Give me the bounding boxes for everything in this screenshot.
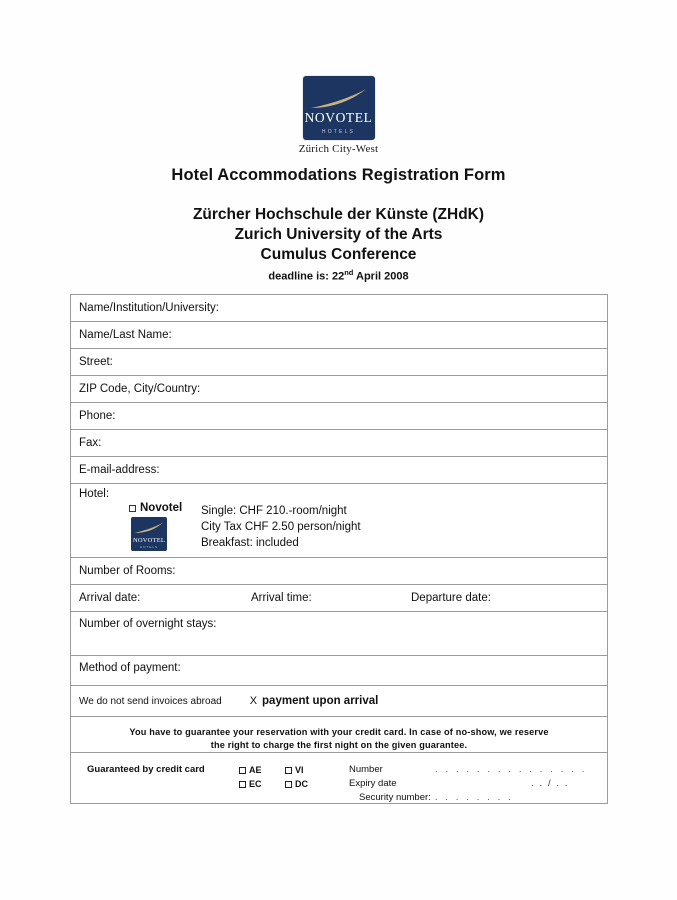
payment-upon-arrival-label: payment upon arrival bbox=[262, 695, 379, 707]
mini-logo-wordmark: NOVOTEL bbox=[132, 537, 166, 544]
label-guaranteed-by-credit-card: Guaranteed by credit card bbox=[87, 764, 205, 775]
label-fax: Fax: bbox=[79, 437, 102, 449]
field-row-method-of-payment[interactable] bbox=[71, 656, 607, 686]
checkbox-icon-ec[interactable] bbox=[239, 781, 246, 788]
deadline-text bbox=[0, 268, 677, 283]
field-row-street[interactable] bbox=[71, 349, 607, 376]
field-row-number-of-rooms[interactable] bbox=[71, 558, 607, 585]
label-hotel: Hotel: bbox=[79, 488, 110, 500]
org-name-de: Zürcher Hochschule der Künste (ZHdK) bbox=[192, 206, 485, 223]
checkbox-icon-novotel[interactable] bbox=[129, 505, 136, 512]
credit-card-section bbox=[71, 753, 607, 803]
credit-card-option-dc-label: DC bbox=[295, 779, 308, 789]
hotel-option-label: Novotel bbox=[140, 502, 183, 514]
logo-caption: Zürich City-West bbox=[298, 143, 379, 155]
label-card-security: Security number: bbox=[359, 792, 431, 803]
mini-logo-sub: HOTELS bbox=[139, 545, 158, 549]
logo-sub-wordmark: HOTELS bbox=[321, 129, 356, 135]
credit-card-expiry-row[interactable] bbox=[349, 777, 607, 791]
checkbox-icon-vi[interactable] bbox=[285, 767, 292, 774]
page-title: Hotel Accommodations Registration Form bbox=[171, 166, 506, 184]
credit-card-option-ec[interactable] bbox=[239, 777, 285, 791]
checkbox-icon-dc[interactable] bbox=[285, 781, 292, 788]
swoosh-icon bbox=[310, 88, 368, 110]
payment-mark: X bbox=[249, 695, 258, 707]
logo-wordmark: NOVOTEL bbox=[304, 110, 373, 125]
hotel-rate-breakfast: Breakfast: included bbox=[201, 537, 299, 549]
credit-card-number-row[interactable] bbox=[349, 763, 607, 777]
novotel-logo-block bbox=[0, 76, 677, 155]
field-row-fax[interactable] bbox=[71, 430, 607, 457]
credit-card-option-vi[interactable] bbox=[285, 763, 304, 777]
deadline-suffix: April 2008 bbox=[353, 270, 409, 283]
credit-card-option-ae-label: AE bbox=[249, 765, 262, 775]
guarantee-line-2: the right to charge the first night on the given guarantee. bbox=[210, 739, 468, 750]
invoice-note-text: We do not send invoices abroad bbox=[79, 695, 222, 707]
label-method-of-payment: Method of payment: bbox=[79, 662, 181, 674]
field-row-invoice-note bbox=[71, 686, 607, 717]
label-last-name: Name/Last Name: bbox=[79, 329, 172, 341]
card-number-dots: . . . . . . . . . . . . . . . bbox=[435, 764, 587, 775]
guarantee-notice bbox=[71, 717, 607, 753]
label-street: Street: bbox=[79, 356, 113, 368]
card-expiry-placeholder: . . / . . bbox=[531, 778, 570, 789]
field-row-institution[interactable] bbox=[71, 295, 607, 322]
label-phone: Phone: bbox=[79, 410, 116, 422]
label-arrival-time: Arrival time: bbox=[251, 592, 312, 604]
label-card-expiry: Expiry date bbox=[349, 778, 397, 789]
novotel-logo-icon bbox=[303, 76, 375, 140]
deadline-prefix: deadline is: 22 bbox=[268, 270, 345, 283]
hotel-option-novotel[interactable] bbox=[129, 502, 201, 514]
checkbox-icon-ae[interactable] bbox=[239, 767, 246, 774]
deadline-ordinal: nd bbox=[344, 268, 354, 277]
credit-card-option-ae[interactable] bbox=[239, 763, 285, 777]
hotel-rate-city-tax: City Tax CHF 2.50 person/night bbox=[201, 521, 361, 533]
field-row-last-name[interactable] bbox=[71, 322, 607, 349]
label-card-number: Number bbox=[349, 764, 383, 775]
guarantee-line-1: You have to guarantee your reservation with your credit card. In case of no-show, we reserve bbox=[129, 727, 549, 737]
label-email: E-mail-address: bbox=[79, 464, 160, 476]
field-row-overnight-stays[interactable] bbox=[71, 612, 607, 656]
registration-form-table bbox=[70, 294, 608, 804]
credit-card-type-options bbox=[239, 763, 349, 791]
credit-card-details bbox=[349, 763, 607, 805]
label-arrival-date: Arrival date: bbox=[79, 592, 141, 604]
credit-card-option-ec-label: EC bbox=[249, 779, 262, 789]
credit-card-option-dc[interactable] bbox=[285, 777, 308, 791]
conference-heading-block bbox=[0, 205, 677, 283]
swoosh-icon-small bbox=[134, 522, 164, 534]
credit-card-security-row[interactable] bbox=[349, 791, 607, 805]
label-zip-city: ZIP Code, City/Country: bbox=[79, 383, 201, 395]
field-row-hotel bbox=[71, 484, 607, 558]
hotel-rate-single: Single: CHF 210.-room/night bbox=[201, 505, 347, 517]
novotel-mini-logo-icon bbox=[131, 517, 167, 551]
field-row-phone[interactable] bbox=[71, 403, 607, 430]
field-row-email[interactable] bbox=[71, 457, 607, 484]
org-name-en: Zurich University of the Arts bbox=[234, 226, 443, 243]
label-institution: Name/Institution/University: bbox=[79, 302, 219, 314]
field-row-zip-city[interactable] bbox=[71, 376, 607, 403]
label-number-of-rooms: Number of Rooms: bbox=[79, 565, 176, 577]
label-departure-date: Departure date: bbox=[411, 592, 491, 604]
field-row-arrival-departure[interactable] bbox=[71, 585, 607, 612]
label-overnight-stays: Number of overnight stays: bbox=[79, 618, 217, 630]
card-security-dots: . . . . . . . . bbox=[434, 792, 514, 803]
credit-card-option-vi-label: VI bbox=[295, 765, 304, 775]
conference-name: Cumulus Conference bbox=[260, 246, 417, 263]
